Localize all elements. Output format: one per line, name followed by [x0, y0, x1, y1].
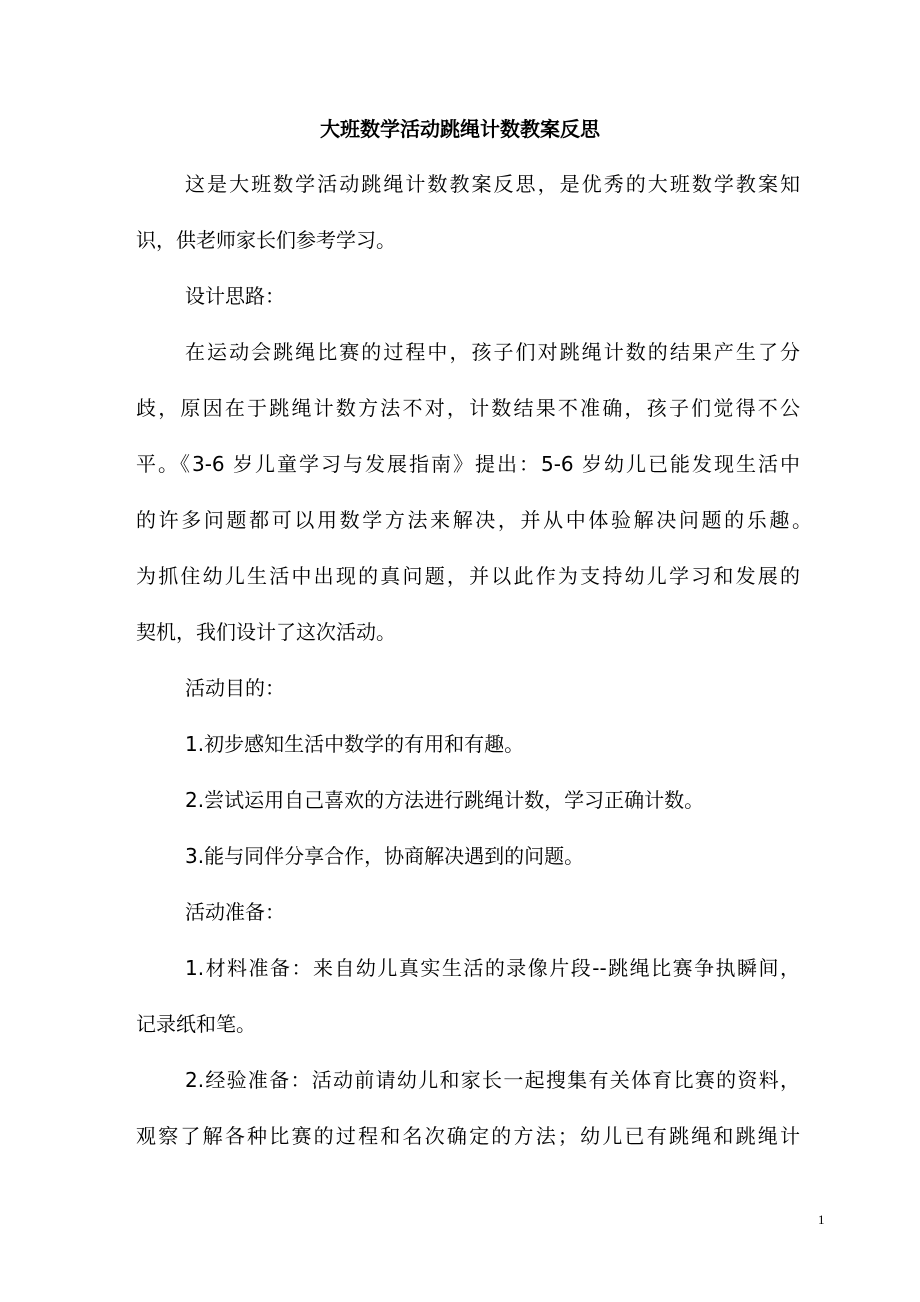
text-line: 契机，我们设计了这次活动。	[136, 620, 396, 644]
text-line: 观察了解各种比赛的过程和名次确定的方法；幼儿已有跳绳和跳绳计	[136, 1124, 800, 1148]
text-line: 在运动会跳绳比赛的过程中，孩子们对跳绳计数的结果产生了分	[185, 340, 800, 364]
section-heading: 活动准备：	[185, 900, 285, 924]
list-item: 1.材料准备：来自幼儿真实生活的录像片段--跳绳比赛争执瞬间，	[185, 956, 800, 980]
section-heading: 活动目的：	[185, 676, 285, 700]
text-line: 的许多问题都可以用数学方法来解决，并从中体验解决问题的乐趣。	[136, 508, 812, 532]
page-number: 1	[818, 1212, 825, 1227]
text-line: 平。《3-6 岁儿童学习与发展指南》提出：5-6 岁幼儿已能发现生活中	[136, 452, 800, 476]
document-title: 大班数学活动跳绳计数教案反思	[320, 117, 600, 141]
list-item: 2.经验准备：活动前请幼儿和家长一起搜集有关体育比赛的资料，	[185, 1068, 800, 1092]
text-line: 记录纸和笔。	[136, 1012, 256, 1036]
list-item: 2.尝试运用自己喜欢的方法进行跳绳计数，学习正确计数。	[185, 788, 705, 812]
text-line: 歧，原因在于跳绳计数方法不对，计数结果不准确，孩子们觉得不公	[136, 396, 800, 420]
text-line: 为抓住幼儿生活中出现的真问题，并以此作为支持幼儿学习和发展的	[136, 564, 800, 588]
text-line: 这是大班数学活动跳绳计数教案反思，是优秀的大班数学教案知	[185, 172, 800, 196]
list-item: 1.初步感知生活中数学的有用和有趣。	[185, 732, 525, 756]
section-heading: 设计思路：	[185, 284, 285, 308]
text-line: 识，供老师家长们参考学习。	[136, 228, 396, 252]
list-item: 3.能与同伴分享合作，协商解决遇到的问题。	[185, 844, 585, 868]
